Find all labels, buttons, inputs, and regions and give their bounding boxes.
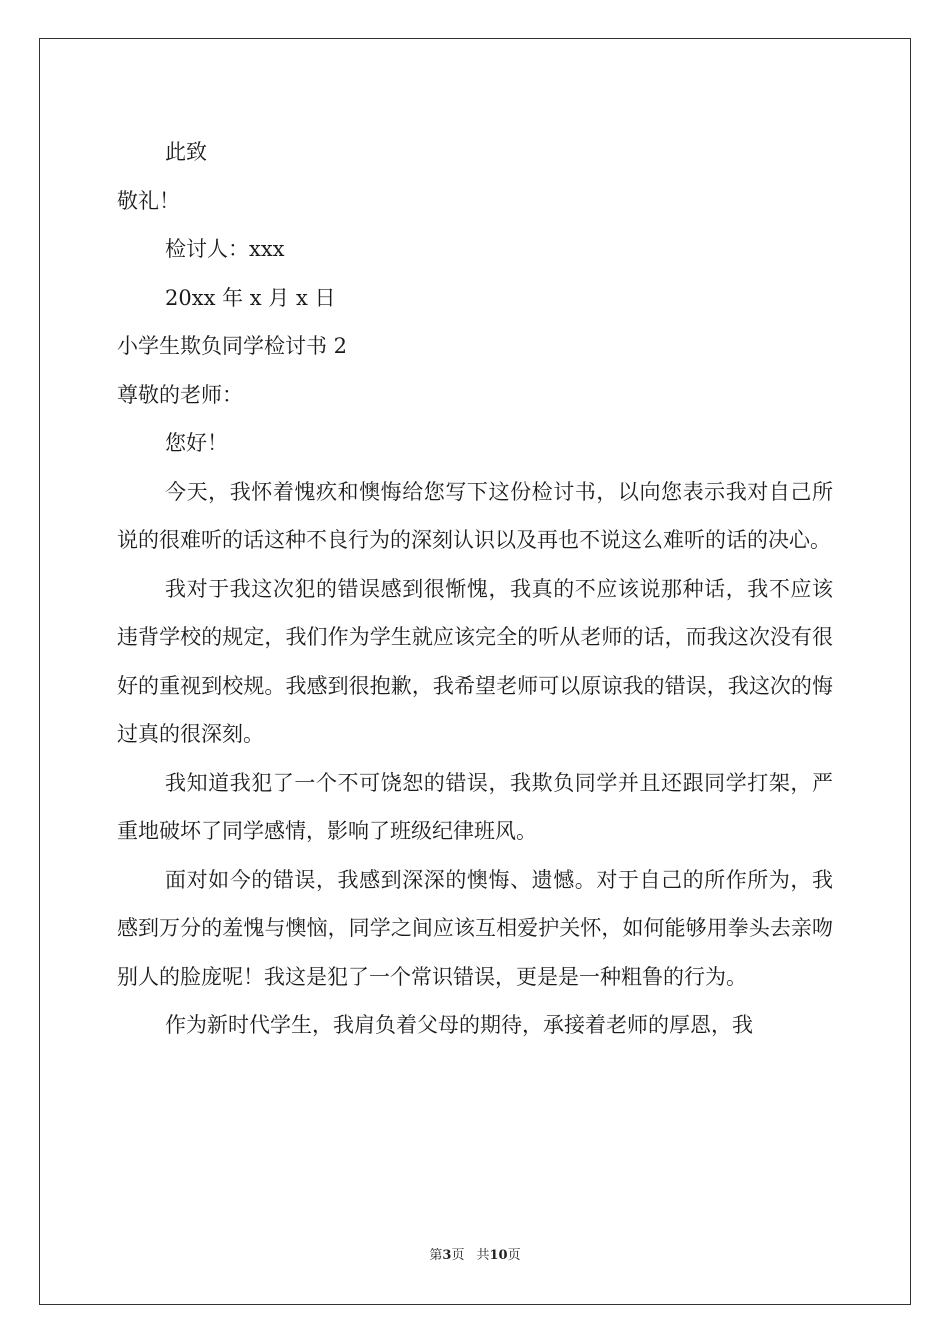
greeting: 您好！ — [165, 431, 228, 455]
date-line: 20xx 年 x 月 x 日 — [165, 285, 336, 310]
paragraph-2: 我对于我这次犯的错误感到很惭愧，我真的不应该说那种话，我不应该违背学校的规定，我们作为学生就应该完全的听从老师的话，而我这次没有很好的重视到校规。我感到很抱歉，我希望老师可以原谅我的错误，我这次的悔过真的很深刻。 — [117, 576, 833, 746]
paragraph-5: 作为新时代学生，我肩负着父母的期待，承接着老师的厚恩，我 — [165, 1013, 753, 1037]
document-body — [117, 128, 833, 1050]
paragraph-1: 今天，我怀着愧疚和懊悔给您写下这份检讨书，以向您表示我对自己所说的很难听的话这种不良行为的深刻认识以及再也不说这么难听的话的决心。 — [117, 479, 833, 552]
page-suffix: 页 — [451, 1248, 465, 1263]
page-footer — [0, 1247, 950, 1265]
total-pages: 10 — [489, 1248, 508, 1263]
page-number: 3 — [442, 1248, 452, 1263]
addressee: 尊敬的老师： — [117, 382, 243, 407]
paragraph-3: 我知道我犯了一个不可饶恕的错误，我欺负同学并且还跟同学打架，严重地破坏了同学感情，影响了班级纪律班风。 — [117, 770, 833, 843]
total-suffix: 页 — [507, 1248, 521, 1263]
signer-line: 检讨人：xxx — [165, 237, 285, 261]
page-prefix: 第 — [429, 1248, 443, 1263]
total-prefix: 共 — [476, 1248, 490, 1263]
paragraph-4: 面对如今的错误，我感到深深的懊悔、遗憾。对于自己的所作所为，我感到万分的羞愧与懊恼，同学之间应该互相爱护关怀，如何能够用拳头去亲吻别人的脸庞呢！我这是犯了一个常识错误，更是是一种粗鲁的行为。 — [117, 867, 833, 989]
letter-title: 小学生欺负同学检讨书 2 — [117, 334, 348, 358]
closing-respect: 敬礼！ — [117, 188, 180, 213]
closing-salutation: 此致 — [165, 140, 207, 164]
